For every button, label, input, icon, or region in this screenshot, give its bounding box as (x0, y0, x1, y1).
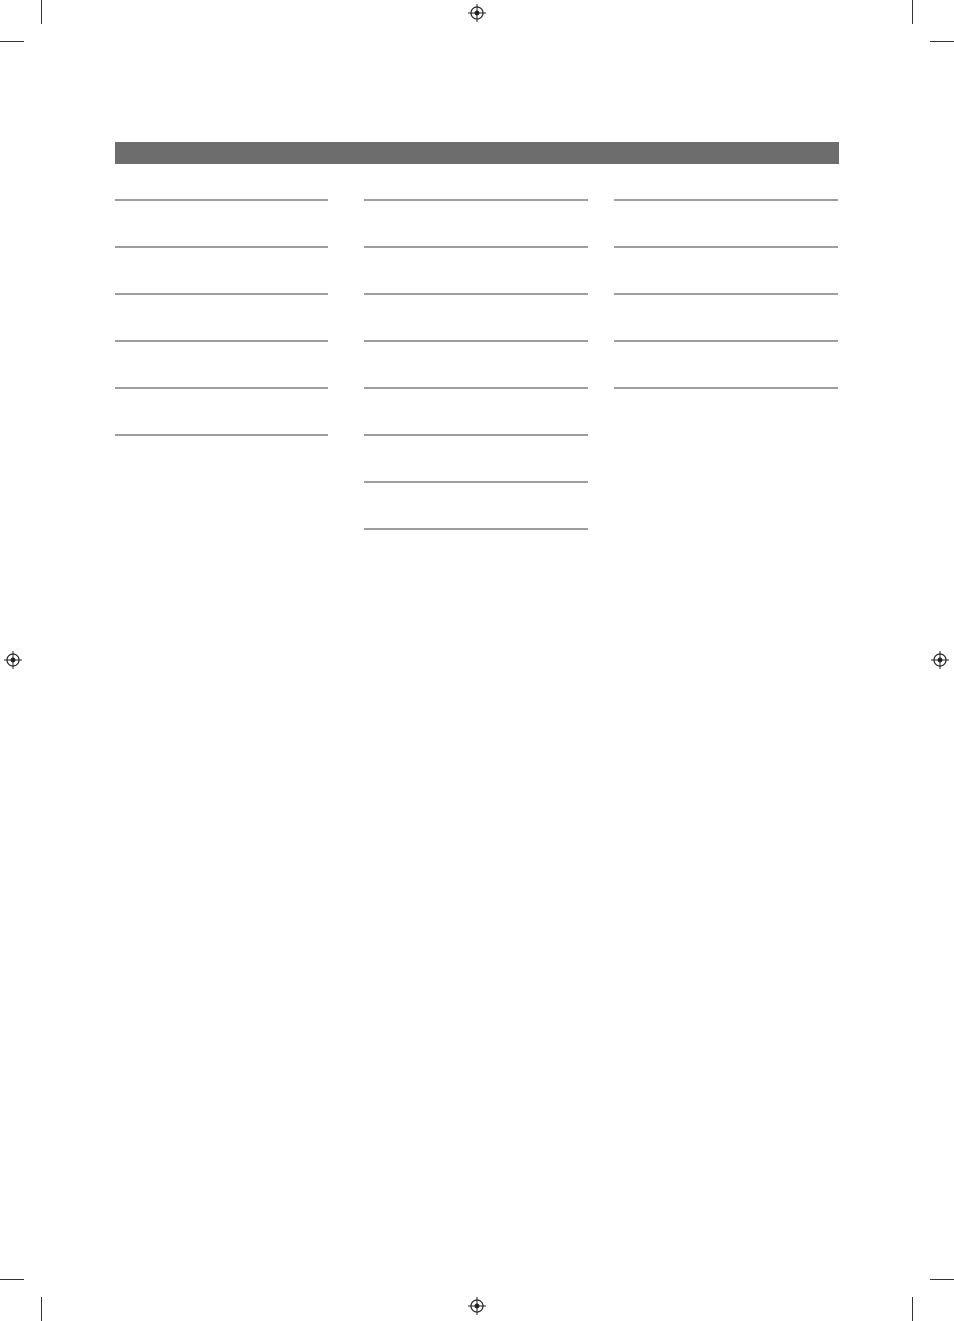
index-section (614, 272, 838, 303)
registration-mark-icon (4, 651, 22, 669)
index-section (364, 460, 588, 491)
index-section (614, 319, 838, 350)
index-column-3 (614, 178, 838, 413)
index-letter-heading (364, 460, 588, 483)
crop-mark (0, 41, 24, 42)
index-section (115, 366, 328, 397)
crop-mark (912, 1297, 913, 1321)
index-column-1 (115, 178, 328, 460)
registration-mark-icon (468, 4, 486, 22)
index-letter-heading (115, 272, 328, 295)
index-section (115, 178, 328, 209)
index-letter-heading (364, 178, 588, 201)
index-letter-heading (614, 319, 838, 342)
index-section (115, 319, 328, 350)
index-letter-heading (364, 272, 588, 295)
crop-mark (41, 1297, 42, 1321)
index-letter-heading (115, 413, 328, 436)
crop-mark (930, 1279, 954, 1280)
registration-mark-icon (468, 1297, 486, 1315)
crop-mark (0, 1279, 24, 1280)
index-section (364, 319, 588, 350)
crop-mark (41, 0, 42, 24)
registration-mark-icon (931, 651, 949, 669)
index-letter-heading (614, 178, 838, 201)
index-section (364, 413, 588, 444)
index-section (364, 507, 588, 538)
index-section (614, 366, 838, 397)
index-letter-heading (115, 225, 328, 248)
index-section (364, 225, 588, 256)
index-letter-heading (364, 225, 588, 248)
index-section (364, 272, 588, 303)
index-section (115, 272, 328, 303)
index-letter-heading (364, 507, 588, 530)
crop-mark (912, 0, 913, 24)
index-section (614, 178, 838, 209)
index-letter-heading (614, 366, 838, 389)
index-letter-heading (364, 319, 588, 342)
index-letter-heading (364, 413, 588, 436)
index-letter-heading (364, 366, 588, 389)
index-letter-heading (115, 366, 328, 389)
index-letter-heading (614, 272, 838, 295)
index-section (364, 178, 588, 209)
index-section (614, 225, 838, 256)
index-letter-heading (614, 225, 838, 248)
index-section (115, 225, 328, 256)
index-letter-heading (115, 319, 328, 342)
index-section (364, 366, 588, 397)
index-section-bar (115, 142, 839, 164)
index-column-2 (364, 178, 588, 554)
index-section (115, 413, 328, 444)
crop-mark (930, 41, 954, 42)
index-letter-heading (115, 178, 328, 201)
